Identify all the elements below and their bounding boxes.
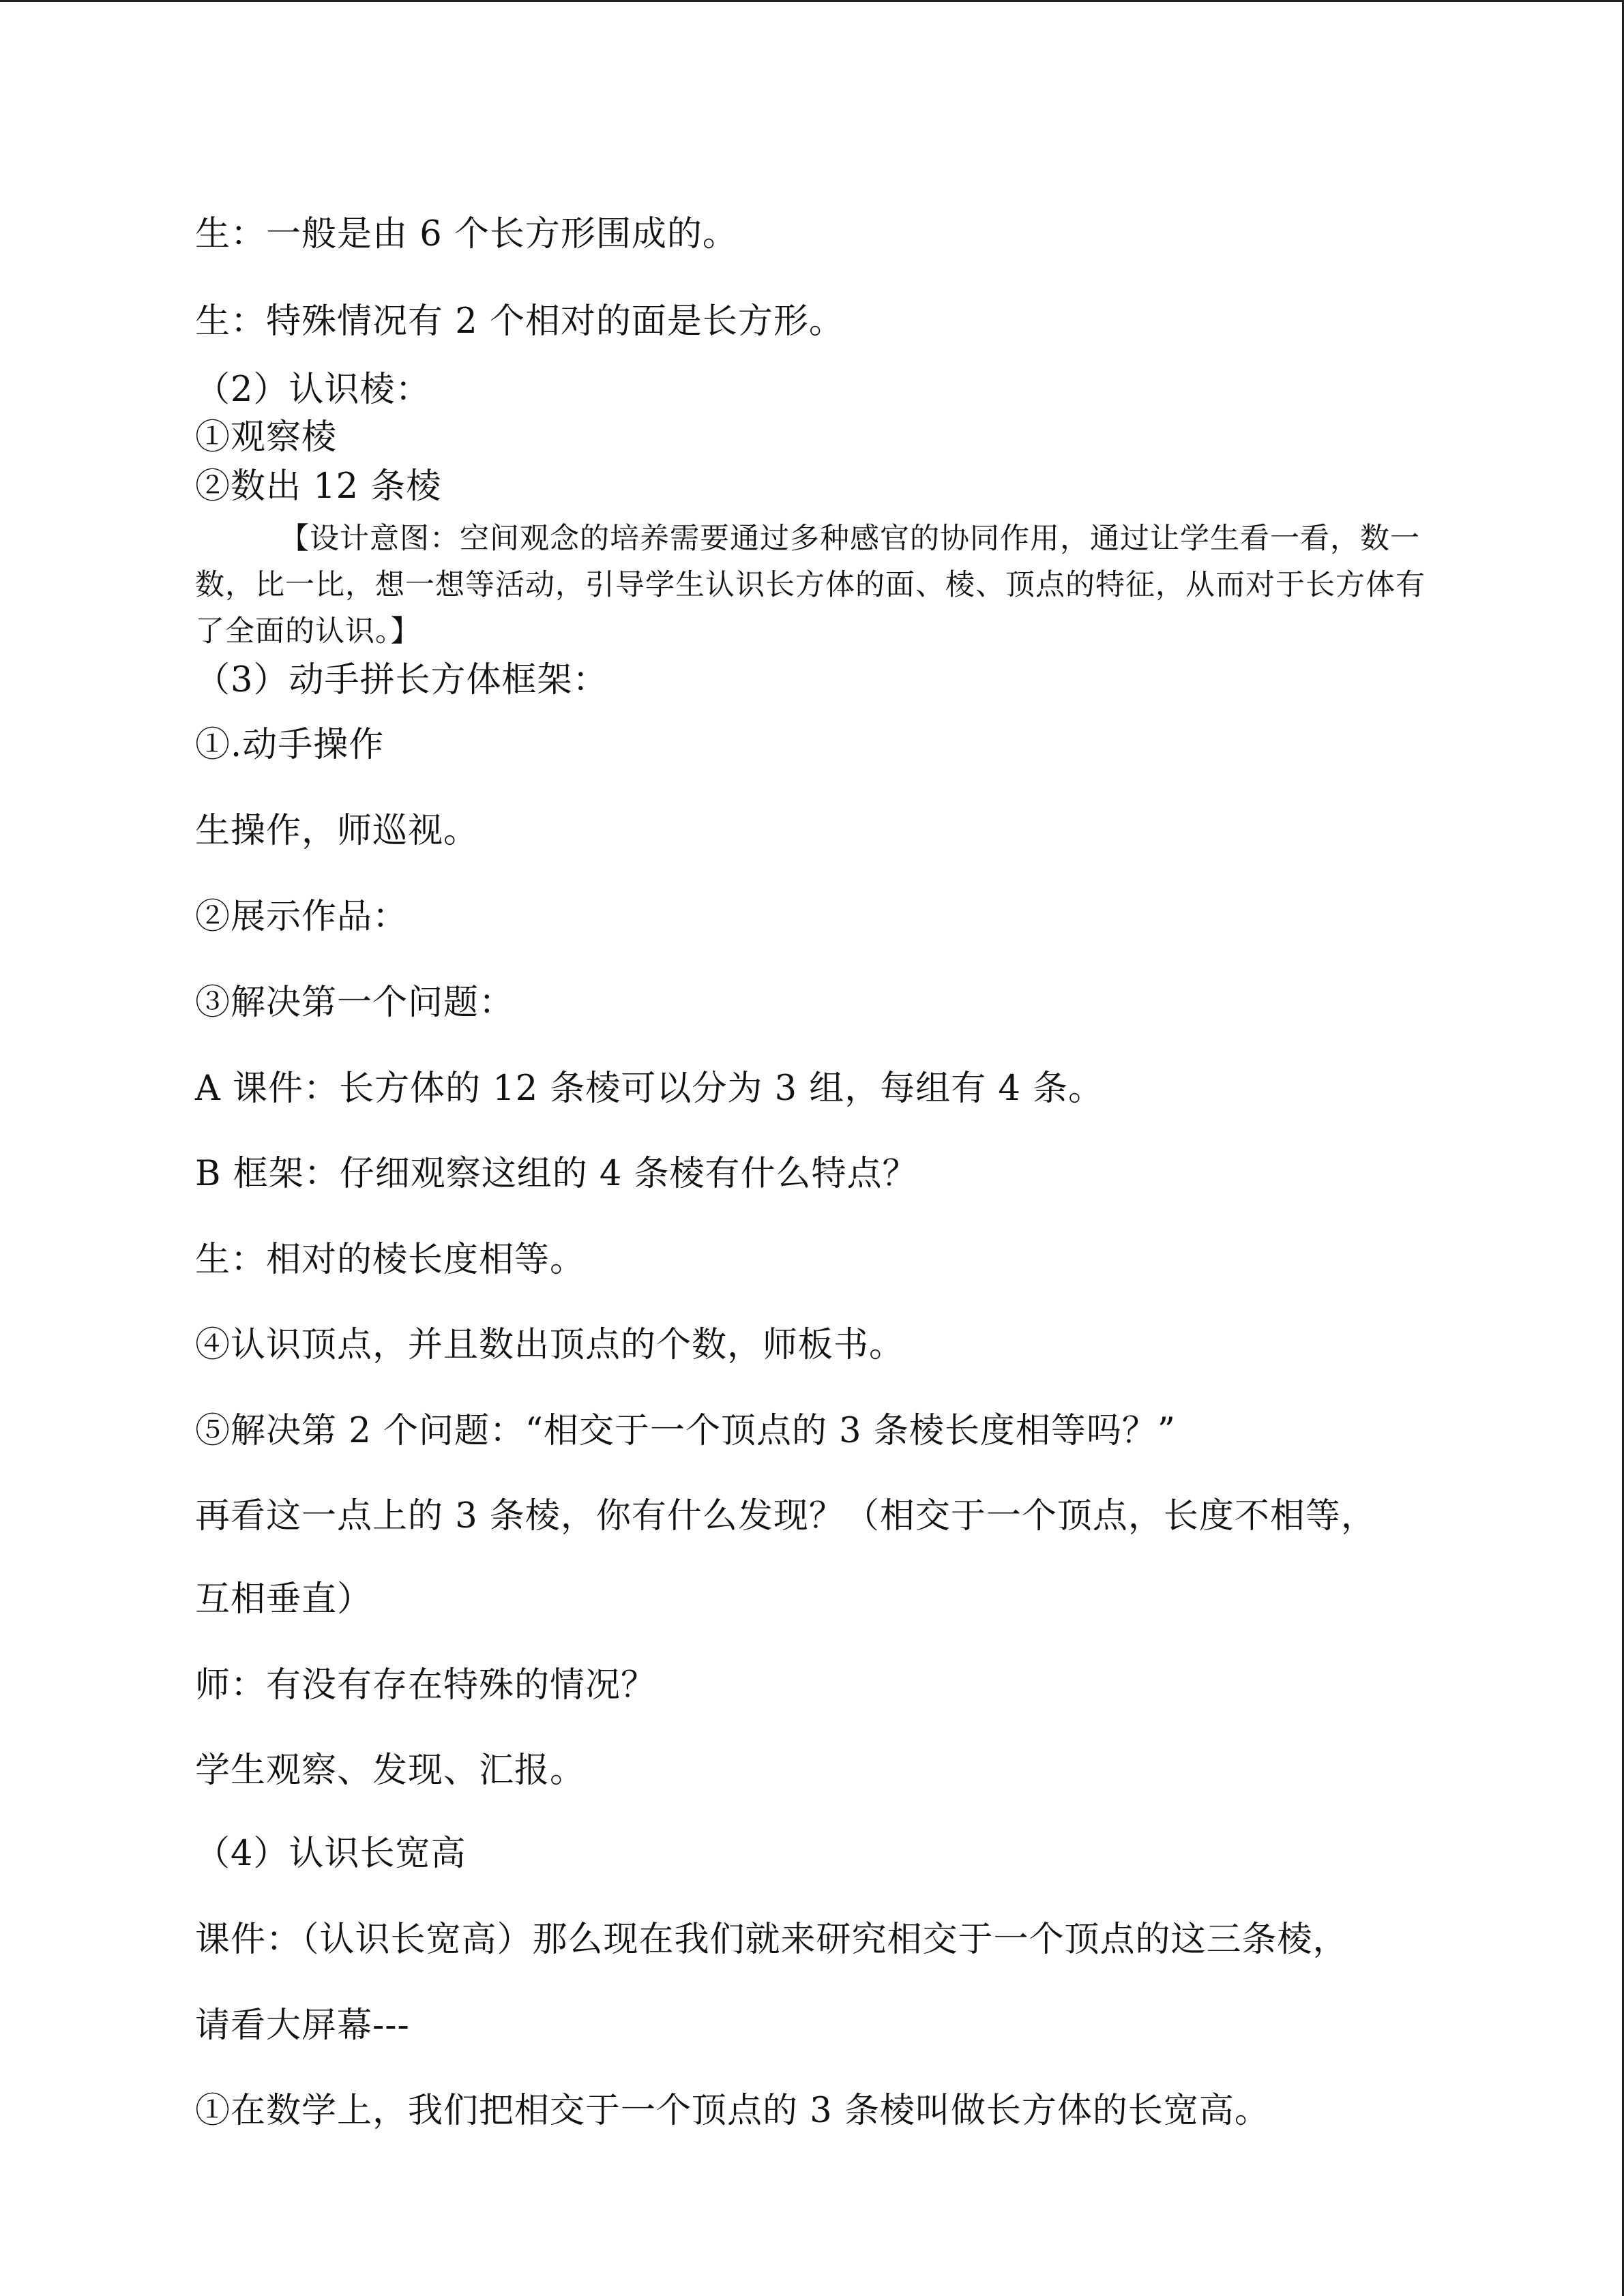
section-heading-edges: （2）认识棱： — [195, 370, 431, 410]
text-line-vertices: ④认识顶点，并且数出顶点的个数，师板书。 — [195, 1325, 905, 1365]
text-line-2: 生：特殊情况有 2 个相对的面是长方形。 — [195, 301, 844, 342]
page-border-top — [0, 0, 1624, 2]
section-heading-frame: （3）动手拼长方体框架： — [195, 660, 608, 700]
text-line-courseware-a: A 课件：长方体的 12 条棱可以分为 3 组，每组有 4 条。 — [195, 1069, 1104, 1109]
text-line-definition: ①在数学上，我们把相交于一个顶点的 3 条棱叫做长方体的长宽高。 — [195, 2091, 1270, 2131]
text-line-problem-two: ⑤解决第 2 个问题：“相交于一个顶点的 3 条棱长度相等吗？” — [195, 1411, 1176, 1451]
text-line-perpendicular: 互相垂直） — [195, 1579, 373, 1620]
text-line-student-operate: 生操作，师巡视。 — [195, 811, 479, 851]
text-line-student-report: 学生观察、发现、汇报。 — [195, 1750, 586, 1791]
text-line-hands-on: ①.动手操作 — [195, 725, 385, 765]
text-line-big-screen: 请看大屏幕--- — [195, 2006, 410, 2046]
text-line-count-edges: ②数出 12 条棱 — [195, 466, 442, 507]
text-line-teacher-question: 师：有没有存在特殊的情况？ — [195, 1665, 657, 1705]
text-line-show-work: ②展示作品： — [195, 897, 409, 937]
text-line-discovery: 再看这一点上的 3 条棱，你有什么发现？（相交于一个顶点，长度不相等， — [195, 1496, 1376, 1536]
text-line-observe-edges: ①观察棱 — [195, 417, 338, 458]
design-intent-note: 【设计意图：空间观念的培养需要通过多种感官的协同作用，通过让学生看一看，数一数，比一比，想一想等活动，引导学生认识长方体的面、棱、顶点的特征，从而对于长方体有了全面的认识。】 — [195, 522, 1426, 648]
text-line-student-answer: 生：相对的棱长度相等。 — [195, 1240, 586, 1280]
text-line-1: 生：一般是由 6 个长方形围成的。 — [195, 214, 738, 254]
section-heading-dimensions: （4）认识长宽高 — [195, 1834, 467, 1874]
text-line-frame-b: B 框架：仔细观察这组的 4 条棱有什么特点？ — [195, 1154, 918, 1194]
text-line-problem-one: ③解决第一个问题： — [195, 983, 515, 1023]
text-line-courseware-dimensions: 课件：（认识长宽高）那么现在我们就来研究相交于一个顶点的这三条棱， — [195, 1920, 1348, 1960]
